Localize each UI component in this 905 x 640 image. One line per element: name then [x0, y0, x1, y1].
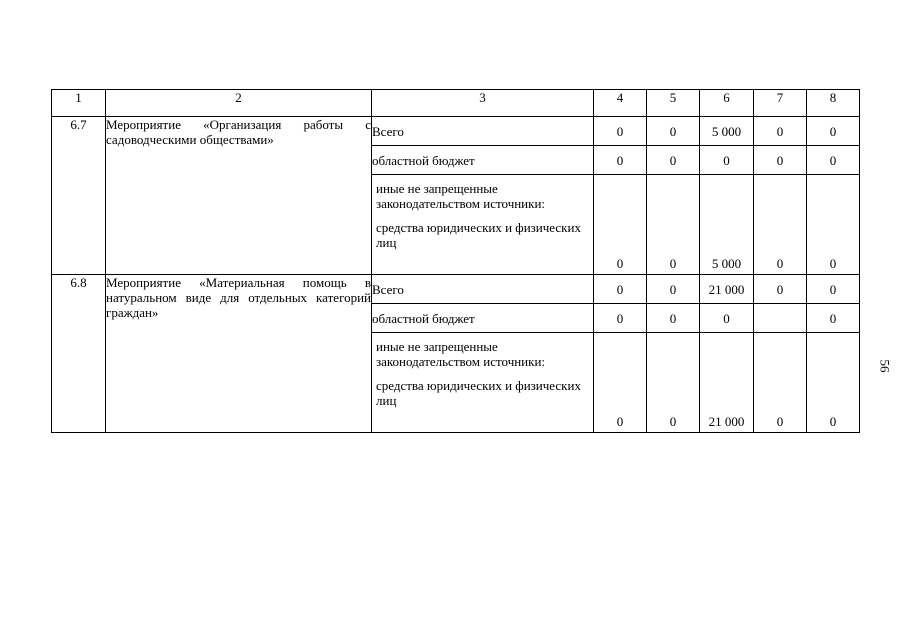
value-cell: 0	[594, 304, 647, 333]
value-cell: 0	[807, 117, 860, 146]
value-cell: 0	[754, 333, 807, 433]
source-regional-label: областной бюджет	[372, 304, 594, 333]
value-cell: 5 000	[700, 175, 754, 275]
header-cell-3: 3	[372, 90, 594, 117]
source-other-cell	[372, 333, 594, 433]
activity-name-text: Мероприятие «Организация работы с садоводческими обществами»	[106, 117, 371, 147]
value-cell: 0	[807, 146, 860, 175]
value-cell: 0	[754, 117, 807, 146]
activity-name	[106, 275, 372, 433]
value-cell: 0	[754, 175, 807, 275]
header-cell-5: 5	[647, 90, 700, 117]
value-cell: 0	[700, 146, 754, 175]
header-cell-2: 2	[106, 90, 372, 117]
value-cell: 0	[647, 275, 700, 304]
source-other-cell	[372, 175, 594, 275]
source-total-label: Всего	[372, 275, 594, 304]
header-cell-1: 1	[52, 90, 106, 117]
value-cell: 0	[594, 117, 647, 146]
value-cell: 0	[647, 304, 700, 333]
source-legal-label: средства юридических и физических лиц	[376, 378, 581, 408]
row-index: 6.8	[52, 275, 106, 433]
activity-name	[106, 117, 372, 275]
value-cell: 0	[594, 275, 647, 304]
header-row	[52, 90, 860, 117]
value-cell: 0	[594, 333, 647, 433]
value-cell: 0	[754, 146, 807, 175]
value-cell: 0	[807, 333, 860, 433]
header-cell-7: 7	[754, 90, 807, 117]
value-cell: 0	[647, 333, 700, 433]
page-number: 56	[877, 359, 893, 373]
value-cell: 0	[594, 146, 647, 175]
source-other-label: иные не запрещенные законодательством источники:	[376, 339, 546, 369]
value-cell: 0	[807, 275, 860, 304]
value-cell: 0	[594, 175, 647, 275]
value-cell: 21 000	[700, 275, 754, 304]
table-row	[52, 117, 860, 146]
value-cell: 0	[807, 304, 860, 333]
budget-table	[51, 89, 860, 433]
value-cell: 0	[807, 175, 860, 275]
value-cell	[754, 304, 807, 333]
source-total-label: Всего	[372, 117, 594, 146]
table-row	[52, 275, 860, 304]
value-cell: 5 000	[700, 117, 754, 146]
source-legal-label: средства юридических и физических лиц	[376, 220, 581, 250]
value-cell: 0	[647, 117, 700, 146]
value-cell: 0	[754, 275, 807, 304]
value-cell: 0	[700, 304, 754, 333]
header-cell-4: 4	[594, 90, 647, 117]
header-cell-8: 8	[807, 90, 860, 117]
activity-name-text: Мероприятие «Материальная помощь в натуральном виде для отдельных категорий граждан»	[106, 275, 371, 320]
source-regional-label: областной бюджет	[372, 146, 594, 175]
value-cell: 0	[647, 175, 700, 275]
row-index: 6.7	[52, 117, 106, 275]
header-cell-6: 6	[700, 90, 754, 117]
value-cell: 21 000	[700, 333, 754, 433]
source-other-label: иные не запрещенные законодательством источники:	[376, 181, 546, 211]
value-cell: 0	[647, 146, 700, 175]
